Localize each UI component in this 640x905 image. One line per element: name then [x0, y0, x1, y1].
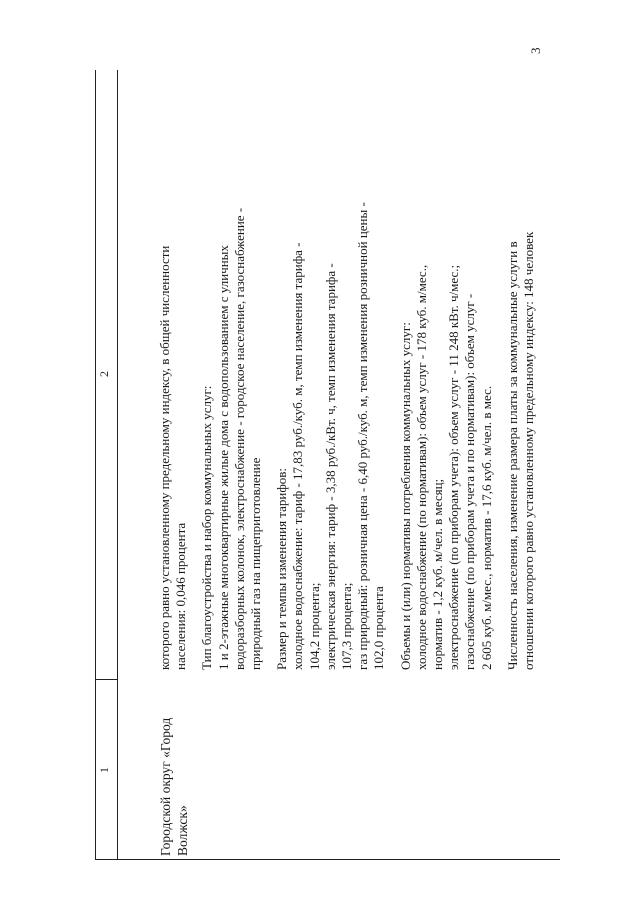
text-line: 104,2 процента; — [306, 582, 322, 670]
paragraph-tariffs — [274, 70, 387, 670]
text-line: холодное водоснабжение: тариф - 17,83 руб./куб. м, темп изменения тарифа - — [290, 242, 306, 670]
text-line: Тип благоустройства и набор коммунальных услуг: — [199, 385, 215, 670]
text-line: Размер и темпы изменения тарифов: — [274, 467, 290, 670]
text-line: электрическая энергия: тариф - 3,38 руб./кВт. ч, темп изменения тарифа - — [322, 263, 338, 670]
paragraph-improvement-type — [199, 70, 264, 670]
column-1-number: 1 — [97, 767, 111, 773]
table-left-border — [95, 859, 560, 860]
page-number: 3 — [528, 47, 543, 54]
text-line: населения: 0,046 процента — [173, 522, 189, 670]
column-divider — [95, 679, 117, 680]
text-line: 107,3 процента; — [339, 582, 355, 670]
paragraph-population-count — [505, 70, 537, 670]
text-line: электроснабжение (по приборам учета): объем услуг - 11 248 кВт. ч/мес.; — [446, 264, 462, 670]
text-line: отношении которого равно установленному предельному индексу: 148 человек — [521, 231, 537, 670]
rotated-document-page — [95, 47, 560, 860]
description-cell — [95, 70, 547, 670]
text-line: 1 и 2-этажные многоквартирные жилые дома с водопользованием с уличных — [215, 245, 231, 670]
paragraph-population-share — [157, 70, 189, 670]
text-line: Численность населения, изменение размера платы за коммунальные услуги в — [504, 241, 520, 670]
text-line: газ природный: розничная цена - 6,40 руб./куб. м, темп изменения розничной цены - — [355, 202, 371, 670]
text-line: которого равно установленному предельному индексу, в общей численности — [157, 245, 172, 670]
column-2-number: 2 — [97, 371, 111, 377]
text-line: водоразборных колонок, электроснабжение - городское население, газоснабжение - — [231, 207, 247, 670]
text-line: холодное водоснабжение (по нормативам): объем услуг - 178 куб. м/мес., — [413, 264, 429, 670]
text-line: 2 605 куб. м/мес., норматив - 17,6 куб. м/чел. в мес. — [478, 385, 494, 670]
text-line: норматив - 1,2 куб. м/чел. в месяц; — [430, 478, 446, 670]
region-name: Городской округ «Город Волжск» — [158, 717, 190, 856]
text-line: 102,0 процента — [371, 586, 387, 670]
text-line: газоснабжение (по приборам учета и по нормативам): объем услуг - — [462, 293, 478, 670]
paragraph-volumes — [398, 70, 495, 670]
text-line: Объемы и (или) нормативы потребления коммунальных услуг: — [397, 322, 413, 670]
text-line: природный газ на пищеприготовление — [248, 457, 264, 670]
